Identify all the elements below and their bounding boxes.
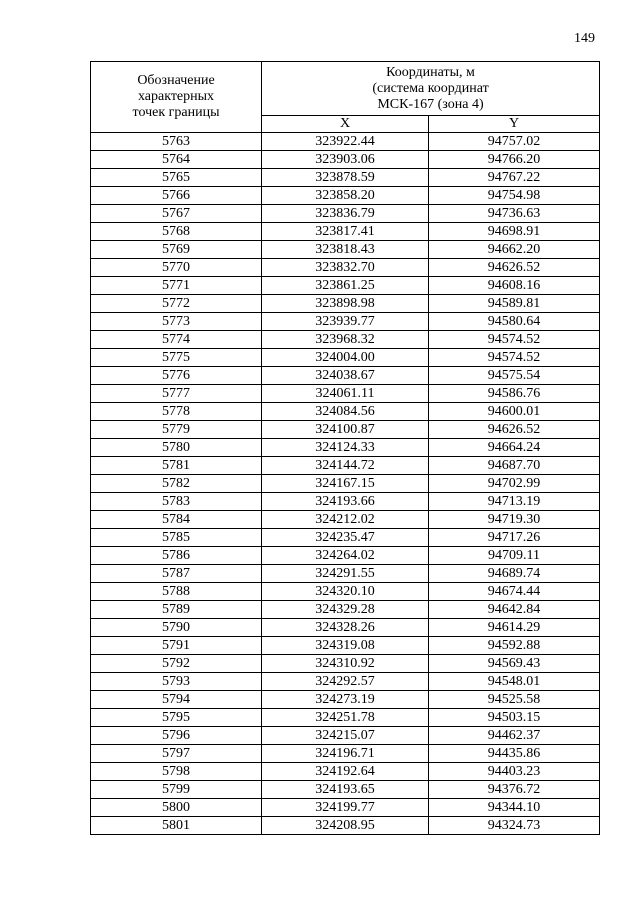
header-line: (система координат bbox=[372, 80, 489, 96]
table-header bbox=[91, 62, 600, 133]
table-row bbox=[91, 475, 600, 493]
point-id-cell: 5775 bbox=[91, 349, 262, 367]
table-row bbox=[91, 529, 600, 547]
x-coordinate-cell: 323858.20 bbox=[262, 187, 429, 205]
y-coordinate-cell: 94736.63 bbox=[429, 205, 600, 223]
point-id-cell: 5792 bbox=[91, 655, 262, 673]
table-row bbox=[91, 583, 600, 601]
point-id-cell: 5786 bbox=[91, 547, 262, 565]
table-row bbox=[91, 781, 600, 799]
table-row bbox=[91, 673, 600, 691]
y-coordinate-cell: 94586.76 bbox=[429, 385, 600, 403]
y-coordinate-cell: 94592.88 bbox=[429, 637, 600, 655]
y-coordinate-cell: 94608.16 bbox=[429, 277, 600, 295]
y-coordinate-cell: 94709.11 bbox=[429, 547, 600, 565]
y-coordinate-cell: 94462.37 bbox=[429, 727, 600, 745]
point-id-cell: 5764 bbox=[91, 151, 262, 169]
point-id-cell: 5766 bbox=[91, 187, 262, 205]
table-row bbox=[91, 745, 600, 763]
x-coordinate-cell: 323836.79 bbox=[262, 205, 429, 223]
point-id-cell: 5788 bbox=[91, 583, 262, 601]
x-coordinate-cell: 324328.26 bbox=[262, 619, 429, 637]
y-column-header: Y bbox=[429, 116, 600, 133]
header-line: точек границы bbox=[132, 105, 220, 120]
point-id-cell: 5784 bbox=[91, 511, 262, 529]
x-column-header: X bbox=[262, 116, 429, 133]
point-id-cell: 5773 bbox=[91, 313, 262, 331]
x-coordinate-cell: 324167.15 bbox=[262, 475, 429, 493]
point-id-cell: 5790 bbox=[91, 619, 262, 637]
point-id-cell: 5796 bbox=[91, 727, 262, 745]
x-coordinate-cell: 324192.64 bbox=[262, 763, 429, 781]
x-coordinate-cell: 324212.02 bbox=[262, 511, 429, 529]
y-coordinate-cell: 94766.20 bbox=[429, 151, 600, 169]
y-coordinate-cell: 94403.23 bbox=[429, 763, 600, 781]
x-coordinate-cell: 323922.44 bbox=[262, 133, 429, 151]
table-row bbox=[91, 151, 600, 169]
x-coordinate-cell: 324124.33 bbox=[262, 439, 429, 457]
y-coordinate-cell: 94575.54 bbox=[429, 367, 600, 385]
header-line: МСК-167 (зона 4) bbox=[377, 96, 484, 112]
x-coordinate-cell: 324144.72 bbox=[262, 457, 429, 475]
point-id-cell: 5787 bbox=[91, 565, 262, 583]
table-row bbox=[91, 619, 600, 637]
point-id-cell: 5795 bbox=[91, 709, 262, 727]
point-id-cell: 5769 bbox=[91, 241, 262, 259]
table-row bbox=[91, 691, 600, 709]
table-row bbox=[91, 799, 600, 817]
x-coordinate-cell: 324084.56 bbox=[262, 403, 429, 421]
y-coordinate-cell: 94525.58 bbox=[429, 691, 600, 709]
y-coordinate-cell: 94642.84 bbox=[429, 601, 600, 619]
y-coordinate-cell: 94719.30 bbox=[429, 511, 600, 529]
y-coordinate-cell: 94580.64 bbox=[429, 313, 600, 331]
y-coordinate-cell: 94548.01 bbox=[429, 673, 600, 691]
x-coordinate-cell: 324310.92 bbox=[262, 655, 429, 673]
x-coordinate-cell: 324329.28 bbox=[262, 601, 429, 619]
x-coordinate-cell: 324320.10 bbox=[262, 583, 429, 601]
y-coordinate-cell: 94600.01 bbox=[429, 403, 600, 421]
point-id-cell: 5785 bbox=[91, 529, 262, 547]
point-id-cell: 5767 bbox=[91, 205, 262, 223]
y-coordinate-cell: 94664.24 bbox=[429, 439, 600, 457]
table-row bbox=[91, 241, 600, 259]
point-id-cell: 5801 bbox=[91, 817, 262, 835]
y-coordinate-cell: 94689.74 bbox=[429, 565, 600, 583]
point-id-cell: 5782 bbox=[91, 475, 262, 493]
table-row bbox=[91, 349, 600, 367]
x-coordinate-cell: 324264.02 bbox=[262, 547, 429, 565]
y-coordinate-cell: 94767.22 bbox=[429, 169, 600, 187]
point-id-cell: 5765 bbox=[91, 169, 262, 187]
table-row bbox=[91, 547, 600, 565]
y-coordinate-cell: 94503.15 bbox=[429, 709, 600, 727]
table-row bbox=[91, 295, 600, 313]
y-coordinate-cell: 94662.20 bbox=[429, 241, 600, 259]
x-coordinate-cell: 324193.65 bbox=[262, 781, 429, 799]
y-coordinate-cell: 94344.10 bbox=[429, 799, 600, 817]
table-row bbox=[91, 457, 600, 475]
x-coordinate-cell: 324292.57 bbox=[262, 673, 429, 691]
table-body bbox=[91, 133, 600, 835]
table-row bbox=[91, 331, 600, 349]
x-coordinate-cell: 323903.06 bbox=[262, 151, 429, 169]
y-coordinate-cell: 94435.86 bbox=[429, 745, 600, 763]
x-coordinate-cell: 324199.77 bbox=[262, 799, 429, 817]
y-coordinate-cell: 94702.99 bbox=[429, 475, 600, 493]
point-id-cell: 5777 bbox=[91, 385, 262, 403]
point-id-cell: 5800 bbox=[91, 799, 262, 817]
x-coordinate-cell: 323861.25 bbox=[262, 277, 429, 295]
y-coordinate-cell: 94569.43 bbox=[429, 655, 600, 673]
point-id-cell: 5794 bbox=[91, 691, 262, 709]
table-row bbox=[91, 655, 600, 673]
x-coordinate-cell: 324100.87 bbox=[262, 421, 429, 439]
y-coordinate-cell: 94713.19 bbox=[429, 493, 600, 511]
table-row bbox=[91, 169, 600, 187]
point-id-cell: 5797 bbox=[91, 745, 262, 763]
point-id-cell: 5772 bbox=[91, 295, 262, 313]
page-number: 149 bbox=[574, 31, 595, 46]
y-coordinate-cell: 94717.26 bbox=[429, 529, 600, 547]
y-coordinate-cell: 94626.52 bbox=[429, 421, 600, 439]
x-coordinate-cell: 323817.41 bbox=[262, 223, 429, 241]
table-row bbox=[91, 601, 600, 619]
y-coordinate-cell: 94674.44 bbox=[429, 583, 600, 601]
point-id-cell: 5799 bbox=[91, 781, 262, 799]
x-coordinate-cell: 324208.95 bbox=[262, 817, 429, 835]
header-line: характерных bbox=[137, 89, 215, 104]
table-row bbox=[91, 277, 600, 295]
x-coordinate-cell: 323818.43 bbox=[262, 241, 429, 259]
table-row bbox=[91, 187, 600, 205]
table-row bbox=[91, 565, 600, 583]
table-row bbox=[91, 727, 600, 745]
table-row bbox=[91, 133, 600, 151]
point-id-cell: 5774 bbox=[91, 331, 262, 349]
point-id-cell: 5793 bbox=[91, 673, 262, 691]
point-id-cell: 5783 bbox=[91, 493, 262, 511]
x-coordinate-cell: 324291.55 bbox=[262, 565, 429, 583]
table-row bbox=[91, 403, 600, 421]
x-coordinate-cell: 324215.07 bbox=[262, 727, 429, 745]
y-coordinate-cell: 94687.70 bbox=[429, 457, 600, 475]
point-id-cell: 5763 bbox=[91, 133, 262, 151]
point-id-cell: 5771 bbox=[91, 277, 262, 295]
point-id-cell: 5780 bbox=[91, 439, 262, 457]
y-coordinate-cell: 94614.29 bbox=[429, 619, 600, 637]
y-coordinate-cell: 94626.52 bbox=[429, 259, 600, 277]
table-row bbox=[91, 205, 600, 223]
point-id-cell: 5779 bbox=[91, 421, 262, 439]
y-coordinate-cell: 94324.73 bbox=[429, 817, 600, 835]
x-coordinate-cell: 324038.67 bbox=[262, 367, 429, 385]
point-id-cell: 5789 bbox=[91, 601, 262, 619]
table-row bbox=[91, 313, 600, 331]
header-line: Обозначение bbox=[137, 73, 215, 88]
table-row bbox=[91, 511, 600, 529]
table-row bbox=[91, 385, 600, 403]
y-coordinate-cell: 94698.91 bbox=[429, 223, 600, 241]
table-row bbox=[91, 421, 600, 439]
point-id-cell: 5770 bbox=[91, 259, 262, 277]
y-coordinate-cell: 94757.02 bbox=[429, 133, 600, 151]
point-designation-header bbox=[91, 62, 262, 133]
x-coordinate-cell: 324196.71 bbox=[262, 745, 429, 763]
x-coordinate-cell: 324061.11 bbox=[262, 385, 429, 403]
x-coordinate-cell: 324251.78 bbox=[262, 709, 429, 727]
x-coordinate-cell: 323968.32 bbox=[262, 331, 429, 349]
table-row bbox=[91, 763, 600, 781]
y-coordinate-cell: 94754.98 bbox=[429, 187, 600, 205]
table-row bbox=[91, 367, 600, 385]
point-id-cell: 5791 bbox=[91, 637, 262, 655]
table-row bbox=[91, 817, 600, 835]
point-id-cell: 5798 bbox=[91, 763, 262, 781]
table-row bbox=[91, 259, 600, 277]
y-coordinate-cell: 94376.72 bbox=[429, 781, 600, 799]
point-id-cell: 5768 bbox=[91, 223, 262, 241]
x-coordinate-cell: 323832.70 bbox=[262, 259, 429, 277]
y-coordinate-cell: 94574.52 bbox=[429, 349, 600, 367]
table-row bbox=[91, 493, 600, 511]
x-coordinate-cell: 323939.77 bbox=[262, 313, 429, 331]
point-id-cell: 5781 bbox=[91, 457, 262, 475]
table-row bbox=[91, 439, 600, 457]
x-coordinate-cell: 324319.08 bbox=[262, 637, 429, 655]
point-id-cell: 5776 bbox=[91, 367, 262, 385]
x-coordinate-cell: 324235.47 bbox=[262, 529, 429, 547]
table-row bbox=[91, 223, 600, 241]
x-coordinate-cell: 324273.19 bbox=[262, 691, 429, 709]
coordinates-header bbox=[262, 62, 600, 116]
x-coordinate-cell: 324004.00 bbox=[262, 349, 429, 367]
table-row bbox=[91, 709, 600, 727]
point-id-cell: 5778 bbox=[91, 403, 262, 421]
y-coordinate-cell: 94589.81 bbox=[429, 295, 600, 313]
x-coordinate-cell: 324193.66 bbox=[262, 493, 429, 511]
coordinates-table bbox=[90, 61, 600, 835]
header-line: Координаты, м bbox=[386, 64, 475, 80]
x-coordinate-cell: 323878.59 bbox=[262, 169, 429, 187]
x-coordinate-cell: 323898.98 bbox=[262, 295, 429, 313]
table-row bbox=[91, 637, 600, 655]
y-coordinate-cell: 94574.52 bbox=[429, 331, 600, 349]
